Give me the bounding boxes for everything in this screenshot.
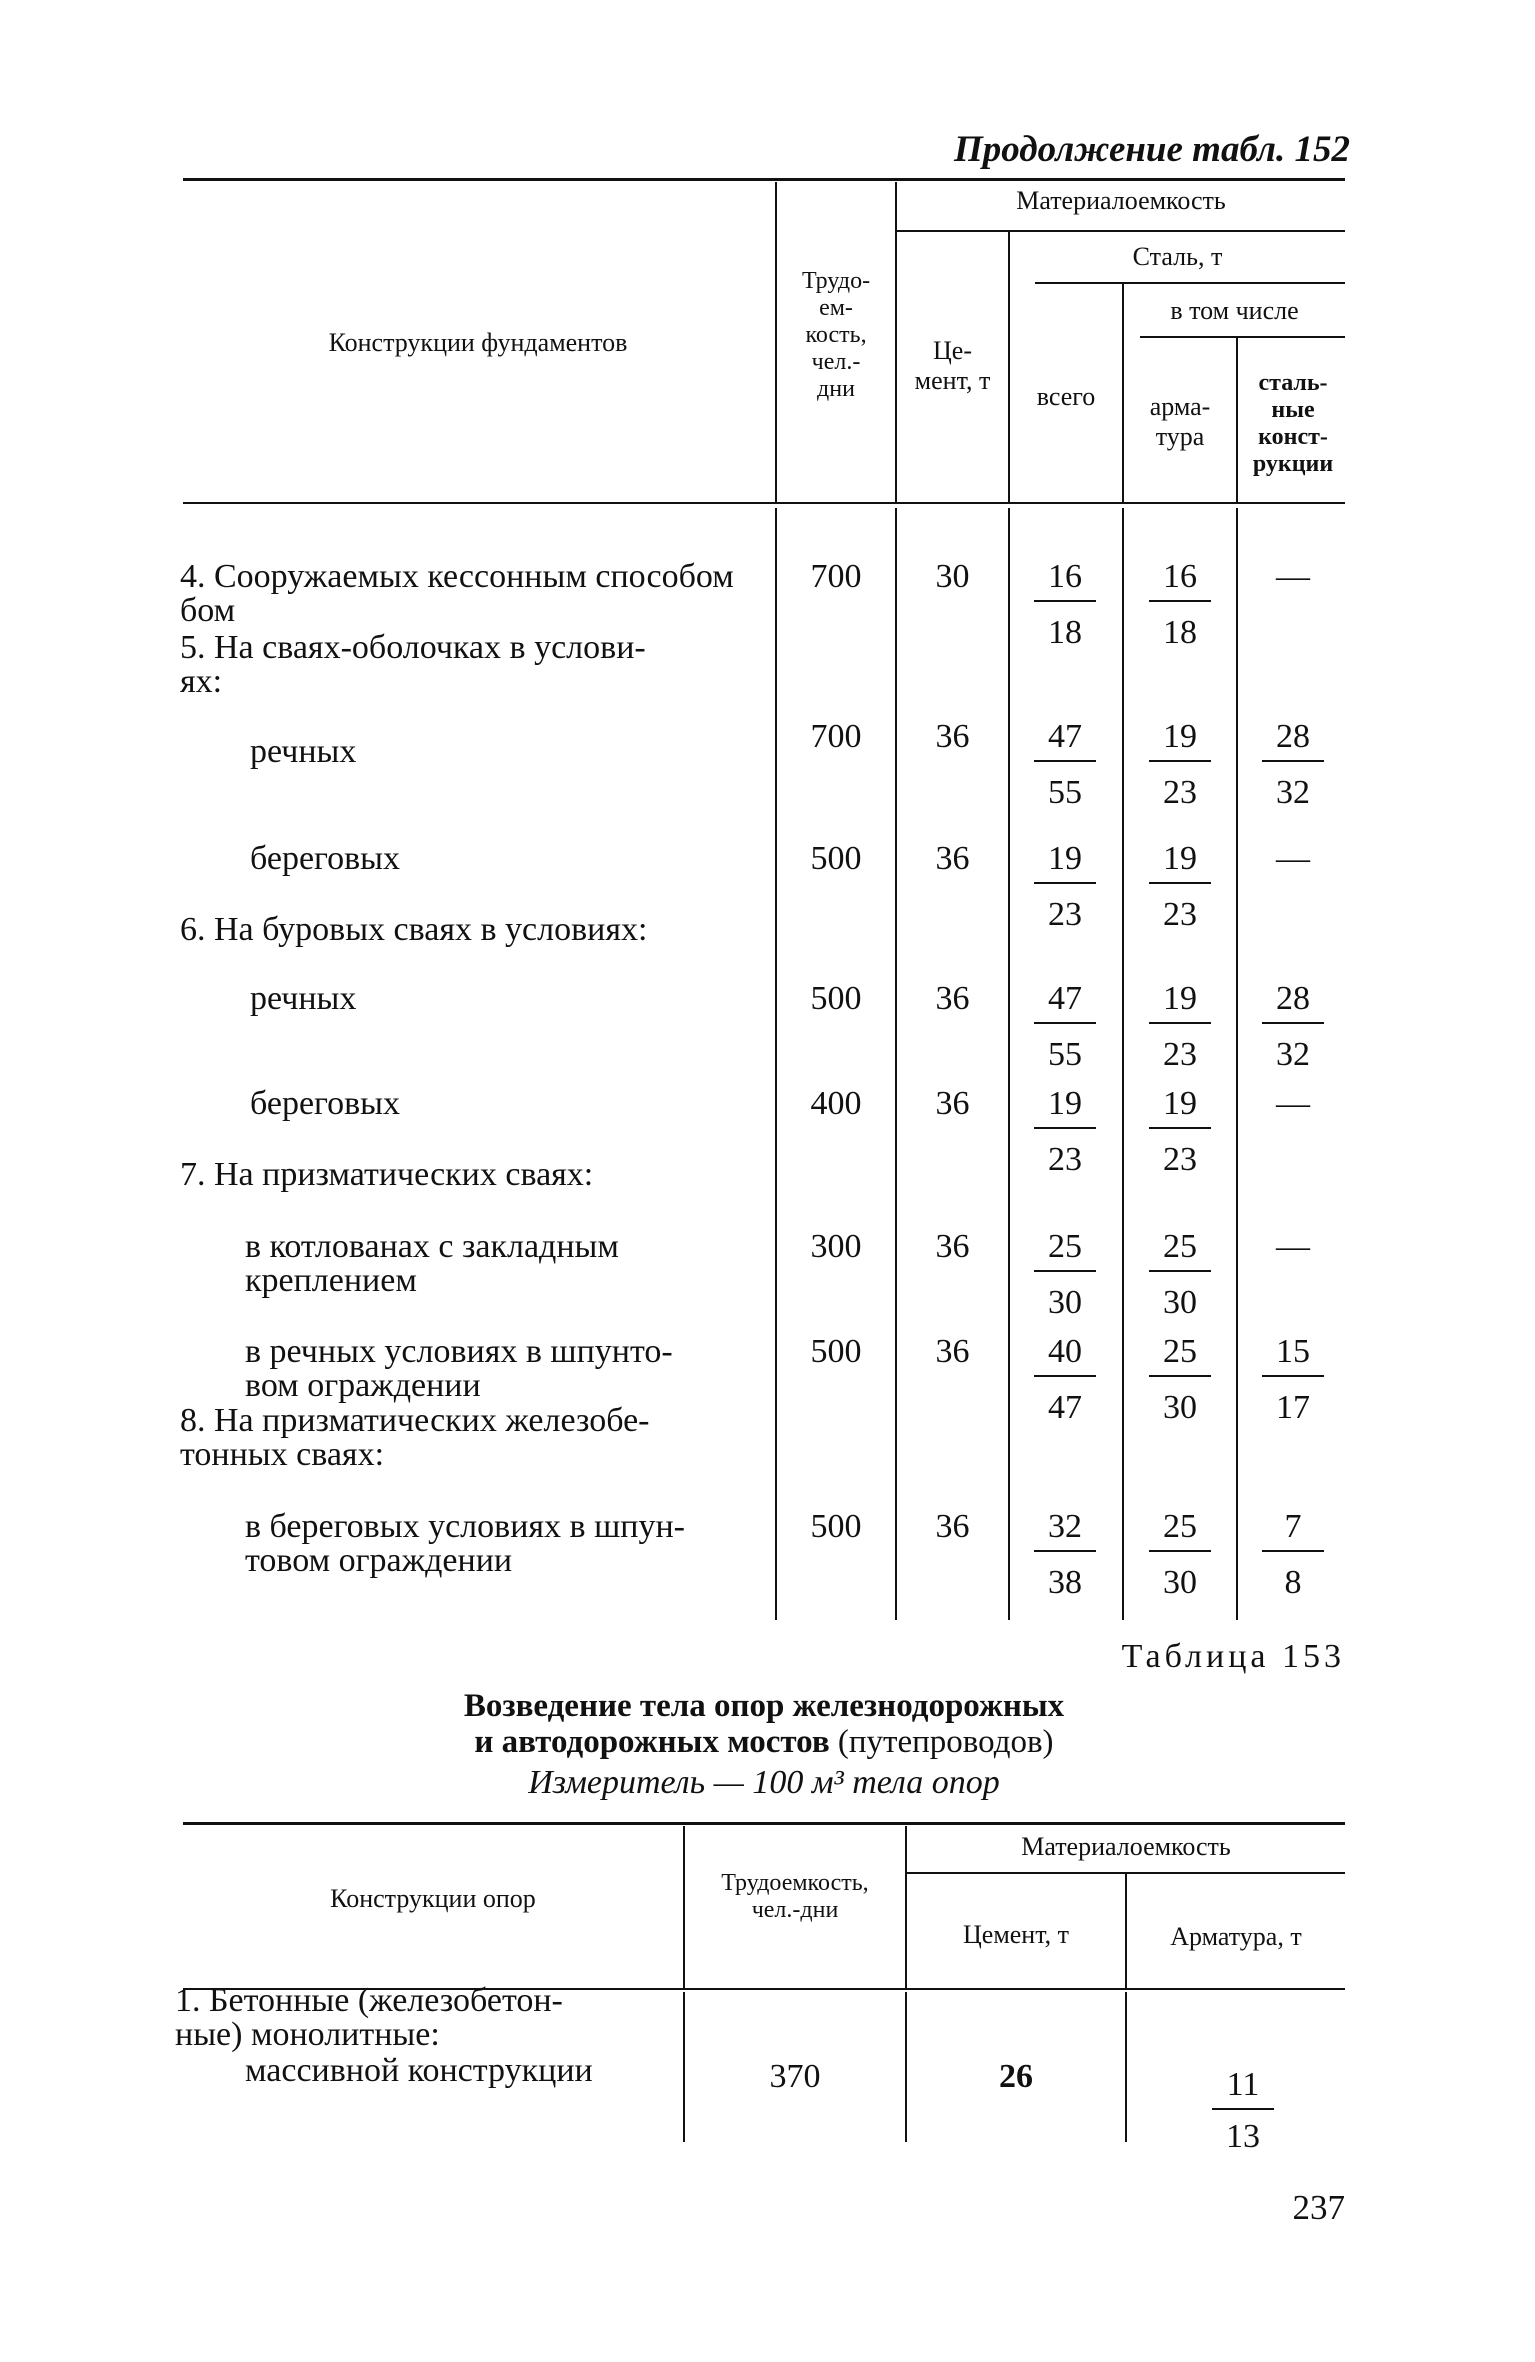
- fraction-numerator: 11: [1226, 2066, 1260, 2103]
- fraction-numerator: 28: [1276, 980, 1310, 1017]
- header-steel-structures: сталь- ные конст- рукции: [1252, 370, 1334, 477]
- t153-title-line1: Возведение тела опор железнодорожных: [463, 1688, 1065, 1724]
- t152-body-vline-2: [895, 508, 897, 1620]
- cell-steel-fraction: [1258, 982, 1328, 1072]
- label-r6-shore: береговых: [250, 1085, 401, 1122]
- cell-labor: 500: [810, 980, 862, 1017]
- fraction-numerator: 25: [1163, 1508, 1197, 1545]
- continuation-title: Продолжение табл. 152: [954, 129, 1350, 170]
- label-r5-shore: береговых: [250, 840, 401, 877]
- label-r8-shore: в береговых условиях в шпун-: [245, 1508, 685, 1545]
- cell-total-fraction: [1030, 1087, 1100, 1177]
- cell-total-fraction: [1030, 1510, 1100, 1600]
- fraction-numerator: 19: [1163, 980, 1197, 1017]
- page-number: 237: [1292, 2188, 1345, 2227]
- fraction-numerator: 19: [1048, 1085, 1082, 1122]
- cell-cement: 36: [935, 840, 970, 877]
- cell-total-fraction: [1030, 560, 1100, 650]
- header-steel: Сталь, т: [1132, 242, 1223, 271]
- fraction-denominator: 23: [1048, 896, 1082, 933]
- cell-steel-dash: —: [1276, 840, 1310, 877]
- label-r6-river: речных: [250, 980, 357, 1017]
- cell-rebar-fraction: [1145, 1230, 1215, 1320]
- header-labor: Трудо- ем- кость, чел.- дни: [801, 268, 871, 402]
- t153-top-rule: [183, 1822, 1345, 1825]
- fraction-denominator: 32: [1276, 1036, 1310, 1073]
- t153-cement: 26: [999, 2058, 1033, 2095]
- t153-measure: Измеритель — 100 м³ тела опор: [528, 1764, 1000, 1801]
- cell-steel-dash: —: [1276, 1228, 1310, 1265]
- fraction-numerator: 19: [1048, 840, 1082, 877]
- fraction-denominator: 17: [1276, 1389, 1310, 1426]
- label-r7-river-b: вом ограждении: [245, 1367, 481, 1404]
- t153-header-labor: Трудоемкость, чел.-дни: [721, 1870, 869, 1923]
- fraction-numerator: 40: [1048, 1333, 1082, 1370]
- cell-rebar-fraction: [1145, 842, 1215, 932]
- fraction-denominator: 47: [1048, 1389, 1082, 1426]
- label-r8b: тонных сваях:: [180, 1436, 385, 1473]
- fraction-numerator: 16: [1048, 558, 1082, 595]
- cell-labor: 400: [810, 1085, 862, 1122]
- cell-steel-dash: —: [1276, 1085, 1310, 1122]
- fraction-denominator: 23: [1163, 896, 1197, 933]
- rule-material: [897, 230, 1345, 232]
- t153-label-r1b: ные) монолитные:: [175, 2016, 440, 2053]
- fraction-numerator: 7: [1284, 1508, 1302, 1545]
- cell-rebar-fraction: [1145, 1335, 1215, 1425]
- t153-header-material: Материалоемкость: [1021, 1832, 1231, 1861]
- label-r4: 4. Сооружаемых кессонным способом: [180, 558, 734, 595]
- fraction-denominator: 13: [1226, 2118, 1260, 2155]
- label-r5: 5. На сваях-оболочках в услови-: [180, 629, 646, 666]
- label-r5-river: речных: [250, 733, 357, 770]
- fraction-denominator: 18: [1048, 614, 1082, 651]
- fraction-denominator: 38: [1048, 1564, 1082, 1601]
- fraction-numerator: 28: [1276, 718, 1310, 755]
- fraction-denominator: 55: [1048, 1036, 1082, 1073]
- cell-rebar-fraction: [1145, 1087, 1215, 1177]
- cell-labor: 300: [810, 1228, 862, 1265]
- fraction-numerator: 47: [1048, 980, 1082, 1017]
- cell-rebar-fraction: [1145, 720, 1215, 810]
- fraction-denominator: 30: [1163, 1389, 1197, 1426]
- cell-cement: 36: [935, 1085, 970, 1122]
- header-rebar: арма- тура: [1149, 392, 1211, 451]
- t153-title-line2: и автодорожных мостов (путепроводов): [474, 1724, 1054, 1760]
- cell-labor: 700: [810, 558, 862, 595]
- fraction-denominator: 23: [1163, 1141, 1197, 1178]
- fraction-numerator: 16: [1163, 558, 1197, 595]
- cell-total-fraction: [1030, 982, 1100, 1072]
- label-r7: 7. На призматических сваях:: [180, 1156, 594, 1193]
- label-r4b: бом: [180, 592, 236, 629]
- fraction-numerator: 25: [1163, 1228, 1197, 1265]
- t152-body-vline-4: [1122, 508, 1124, 1620]
- header-material: Материалоемкость: [1016, 186, 1226, 215]
- cell-labor: 500: [810, 1333, 862, 1370]
- fraction-denominator: 23: [1048, 1141, 1082, 1178]
- cell-total-fraction: [1030, 1230, 1100, 1320]
- fraction-numerator: 19: [1163, 1085, 1197, 1122]
- label-r7-pit-b: креплением: [245, 1262, 417, 1299]
- rule-incl: [1140, 336, 1345, 338]
- cell-steel-dash: —: [1276, 558, 1310, 595]
- cell-steel-fraction: [1258, 720, 1328, 810]
- t153-label-r1: 1. Бетонные (железобетон-: [175, 1982, 563, 2019]
- fraction-numerator: 19: [1163, 718, 1197, 755]
- t153-label: Таблица 153: [1121, 1638, 1345, 1675]
- cell-steel-fraction: [1258, 1335, 1328, 1425]
- t152-body-vline-5: [1236, 508, 1238, 1620]
- fraction-denominator: 30: [1163, 1564, 1197, 1601]
- fraction-denominator: 23: [1163, 774, 1197, 811]
- fraction-numerator: 19: [1163, 840, 1197, 877]
- cell-steel-fraction: [1258, 1510, 1328, 1600]
- cell-cement: 36: [935, 718, 970, 755]
- cell-rebar-fraction: [1145, 560, 1215, 650]
- cell-cement: 36: [935, 1333, 970, 1370]
- cell-total-fraction: [1030, 1335, 1100, 1425]
- cell-rebar-fraction: [1145, 1510, 1215, 1600]
- fraction-denominator: 30: [1163, 1284, 1197, 1321]
- cell-total-fraction: [1030, 842, 1100, 932]
- header-construction: Конструкции фундаментов: [328, 328, 628, 357]
- cell-total-fraction: [1030, 720, 1100, 810]
- label-r8: 8. На призматических железобе-: [180, 1402, 650, 1439]
- fraction-denominator: 32: [1276, 774, 1310, 811]
- fraction-denominator: 23: [1163, 1036, 1197, 1073]
- label-r7-pit: в котлованах с закладным: [245, 1228, 619, 1265]
- t153-labor: 370: [769, 2058, 821, 2095]
- header-incl: в том числе: [1170, 296, 1299, 325]
- cell-cement: 36: [935, 1508, 970, 1545]
- fraction-numerator: 25: [1163, 1333, 1197, 1370]
- t153-header-cement: Цемент, т: [963, 1920, 1069, 1949]
- t152-top-rule: [183, 178, 1345, 181]
- fraction-numerator: 32: [1048, 1508, 1082, 1545]
- fraction-numerator: 15: [1276, 1333, 1310, 1370]
- label-r7-river: в речных условиях в шпунто-: [245, 1333, 673, 1370]
- t153-body-vline-3: [1125, 1992, 1127, 2142]
- cell-cement: 30: [935, 558, 970, 595]
- label-r8-shore-b: товом ограждении: [245, 1542, 513, 1579]
- cell-rebar-fraction: [1145, 982, 1215, 1072]
- header-total: всего: [1036, 382, 1096, 411]
- cell-cement: 36: [935, 1228, 970, 1265]
- t153-rebar-fraction: [1208, 2068, 1278, 2154]
- fraction-denominator: 55: [1048, 774, 1082, 811]
- cell-cement: 36: [935, 980, 970, 1017]
- t153-header-construction: Конструкции опор: [330, 1884, 536, 1913]
- t153-label-r1c: массивной конструкции: [245, 2052, 593, 2089]
- t152-body-vline-1: [775, 508, 777, 1620]
- cell-labor: 700: [810, 718, 862, 755]
- t152-header-bottom-rule: [183, 502, 1345, 504]
- rule-steel: [1035, 282, 1345, 284]
- cell-labor: 500: [810, 840, 862, 877]
- fraction-denominator: 8: [1284, 1564, 1302, 1601]
- header-cement: Це- мент, т: [914, 336, 991, 395]
- label-r6: 6. На буровых сваях в условиях:: [180, 911, 648, 948]
- t152-vline-3: [1008, 232, 1010, 502]
- fraction-denominator: 18: [1163, 614, 1197, 651]
- fraction-numerator: 47: [1048, 718, 1082, 755]
- cell-labor: 500: [810, 1508, 862, 1545]
- fraction-numerator: 25: [1048, 1228, 1082, 1265]
- t152-body-vline-3: [1008, 508, 1010, 1620]
- fraction-denominator: 30: [1048, 1284, 1082, 1321]
- t153-header-rebar: Арматура, т: [1170, 1922, 1302, 1951]
- label-r5b: ях:: [180, 663, 223, 700]
